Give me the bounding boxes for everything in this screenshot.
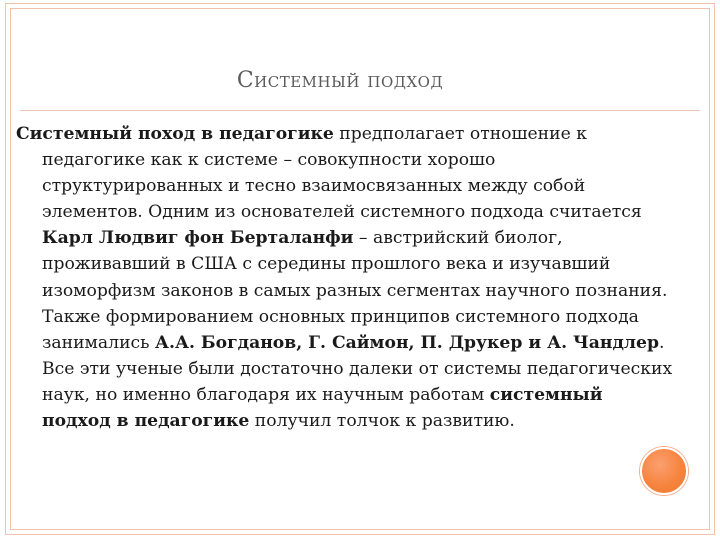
slide-title: Системный подход: [236, 68, 444, 93]
body-text-4: получил толчок к развитию.: [249, 411, 515, 432]
body-text-3: . Все эти ученые были достаточно далеки от системы педагогических наук, но именно благодаря их научным работам: [42, 332, 673, 405]
body-paragraph: [16, 121, 676, 434]
body-text-2: – австрийский биолог, проживавший в США с середины прошлого века и изучавший изоморфизм законов в самых разных сегментах научного познания. Также формированием основных принципов системного подхода занимались: [42, 228, 668, 353]
title-divider: [20, 110, 700, 111]
slide-body: [16, 121, 676, 434]
body-bold-term-2: Карл Людвиг фон Берталанфи: [42, 228, 354, 249]
decorative-orange-circle: [640, 447, 688, 495]
body-bold-term-1: Системный поход в педагогике: [16, 124, 334, 144]
body-bold-term-3: А.А. Богданов, Г. Саймон, П. Друкер и А. Чандлер: [154, 332, 659, 353]
body-bold-term-4: системный подход в педагогике: [42, 384, 603, 432]
body-text-1: предполагает отношение к педагогике как к системе – совокупности хорошо структурированных и тесно взаимосвязанных между собой элементов. Одним из основателей системного подхода считается: [42, 124, 642, 223]
